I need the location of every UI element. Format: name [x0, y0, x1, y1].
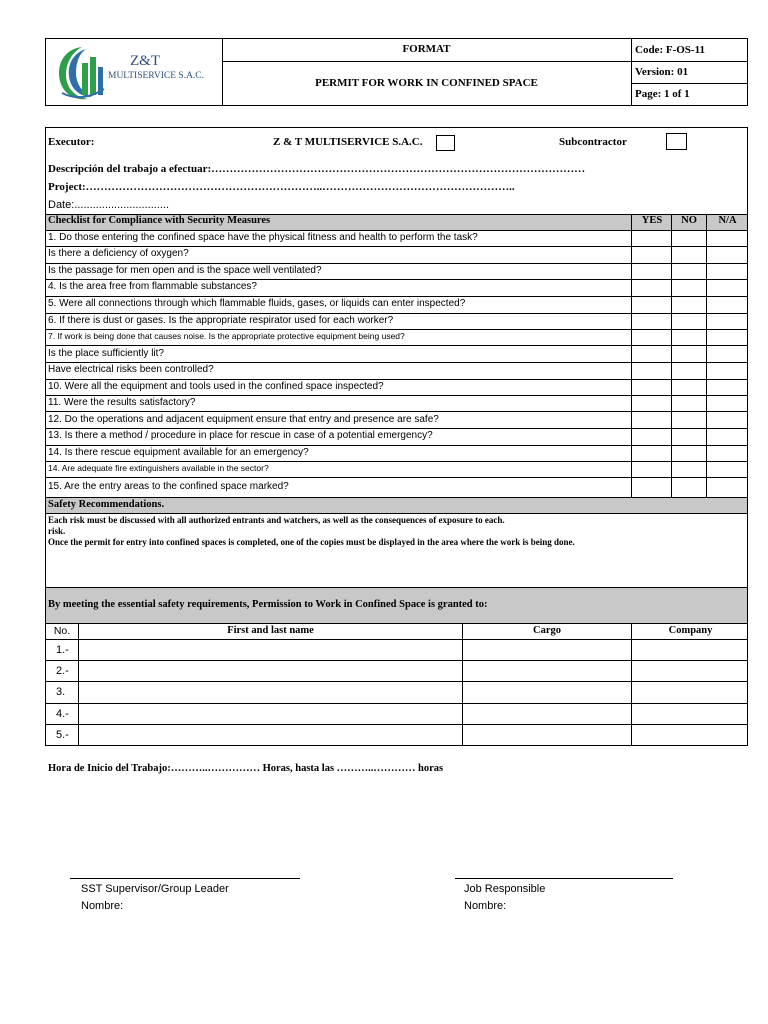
document-page: Page: 1 of 1	[635, 88, 690, 100]
permission-row-number: 5.-	[56, 729, 69, 741]
checklist-item: 15. Are the entry areas to the confined space marked?	[48, 481, 289, 492]
permission-title: By meeting the essential safety requirements, Permission to Work in Confined Space is granted to:	[48, 599, 488, 610]
checklist-item: 11. Were the results satisfactory?	[48, 397, 196, 408]
executor-label: Executor:	[48, 136, 95, 148]
left-signature-line[interactable]	[70, 878, 300, 879]
subcontractor-checkbox[interactable]	[666, 133, 687, 150]
checklist-item: 1. Do those entering the confined space have the physical fitness and health to perform the task?	[48, 232, 478, 243]
checklist-item: 5. Were all connections through which flammable fluids, gases, or liquids can enter inspected?	[48, 298, 466, 309]
checklist-item: 14. Is there rescue equipment available for an emergency?	[48, 447, 309, 458]
checklist-title: Checklist for Compliance with Security Measures	[48, 215, 271, 226]
column-name: First and last name	[227, 625, 314, 636]
right-signature-name: Nombre:	[464, 900, 507, 912]
checklist-item: 10. Were all the equipment and tools used in the confined space inspected?	[48, 381, 384, 392]
subcontractor-label: Subcontractor	[559, 136, 627, 148]
document-title: PERMIT FOR WORK IN CONFINED SPACE	[315, 77, 538, 89]
logo-subtitle: MULTISERVICE S.A.C.	[108, 71, 205, 81]
permission-row-number: 4.-	[56, 708, 69, 720]
company-logo	[52, 43, 212, 103]
left-signature-name: Nombre:	[81, 900, 124, 912]
checklist-item: 13. Is there a method / procedure in place for rescue in case of a potential emergency?	[48, 430, 433, 441]
column-na: N/A	[718, 215, 737, 226]
recommendation-line: risk.	[48, 526, 66, 536]
company-name: Z & T MULTISERVICE S.A.C.	[273, 136, 423, 148]
format-label: FORMAT	[402, 43, 451, 55]
document-version: Version: 01	[635, 66, 689, 78]
column-company: Company	[668, 625, 713, 636]
logo-swoosh-icon	[52, 43, 112, 103]
checklist-item: 6. If there is dust or gases. Is the appropriate respirator used for each worker?	[48, 315, 394, 326]
checklist-item: 12. Do the operations and adjacent equipment ensure that entry and presence are safe?	[48, 414, 439, 425]
checklist-item: Is the passage for men open and is the space well ventilated?	[48, 265, 322, 276]
checklist-item: Have electrical risks been controlled?	[48, 364, 214, 375]
column-yes: YES	[641, 215, 663, 226]
permit-form	[45, 127, 748, 746]
left-signature-role: SST Supervisor/Group Leader	[81, 883, 229, 895]
company-checkbox[interactable]	[436, 135, 455, 151]
checklist-item: Is the place sufficiently lit?	[48, 348, 164, 359]
checklist-item: 4. Is the area free from flammable substances?	[48, 281, 257, 292]
logo-brand: Z&T	[130, 53, 160, 69]
right-signature-line[interactable]	[455, 878, 673, 879]
permission-row-number: 3.	[56, 686, 66, 698]
date-field[interactable]: Date:...............................	[48, 199, 170, 211]
recommendation-line: Once the permit for entry into confined spaces is completed, one of the copies must be displayed in the area where the work is being done.	[48, 537, 575, 547]
column-no: NO	[681, 215, 697, 226]
work-time-line[interactable]: Hora de Inicio del Trabajo:………..…………… Horas, hasta las ………..………… horas	[48, 763, 444, 774]
description-field[interactable]: Descripción del trabajo a efectuar:…………………………………………………………………………………………	[48, 163, 586, 175]
document-code: Code: F-OS-11	[635, 44, 705, 56]
column-number: No.	[53, 625, 71, 637]
recommendations-title: Safety Recommendations.	[48, 499, 165, 510]
column-cargo: Cargo	[533, 625, 561, 636]
project-field[interactable]: Project:………………………………………………………..……………………………………………..	[48, 181, 515, 193]
right-signature-role: Job Responsible	[464, 883, 546, 895]
document-header	[45, 38, 748, 106]
permission-row-number: 2.-	[56, 665, 69, 677]
recommendation-line: Each risk must be discussed with all authorized entrants and watchers, as well as the consequences of exposure to each.	[48, 515, 505, 525]
checklist-item: 14. Are adequate fire extinguishers available in the sector?	[48, 463, 269, 473]
checklist-item: 7. If work is being done that causes noise. Is the appropriate protective equipment being used?	[48, 331, 405, 341]
permission-row-number: 1.-	[56, 644, 69, 656]
checklist-item: Is there a deficiency of oxygen?	[48, 248, 189, 259]
